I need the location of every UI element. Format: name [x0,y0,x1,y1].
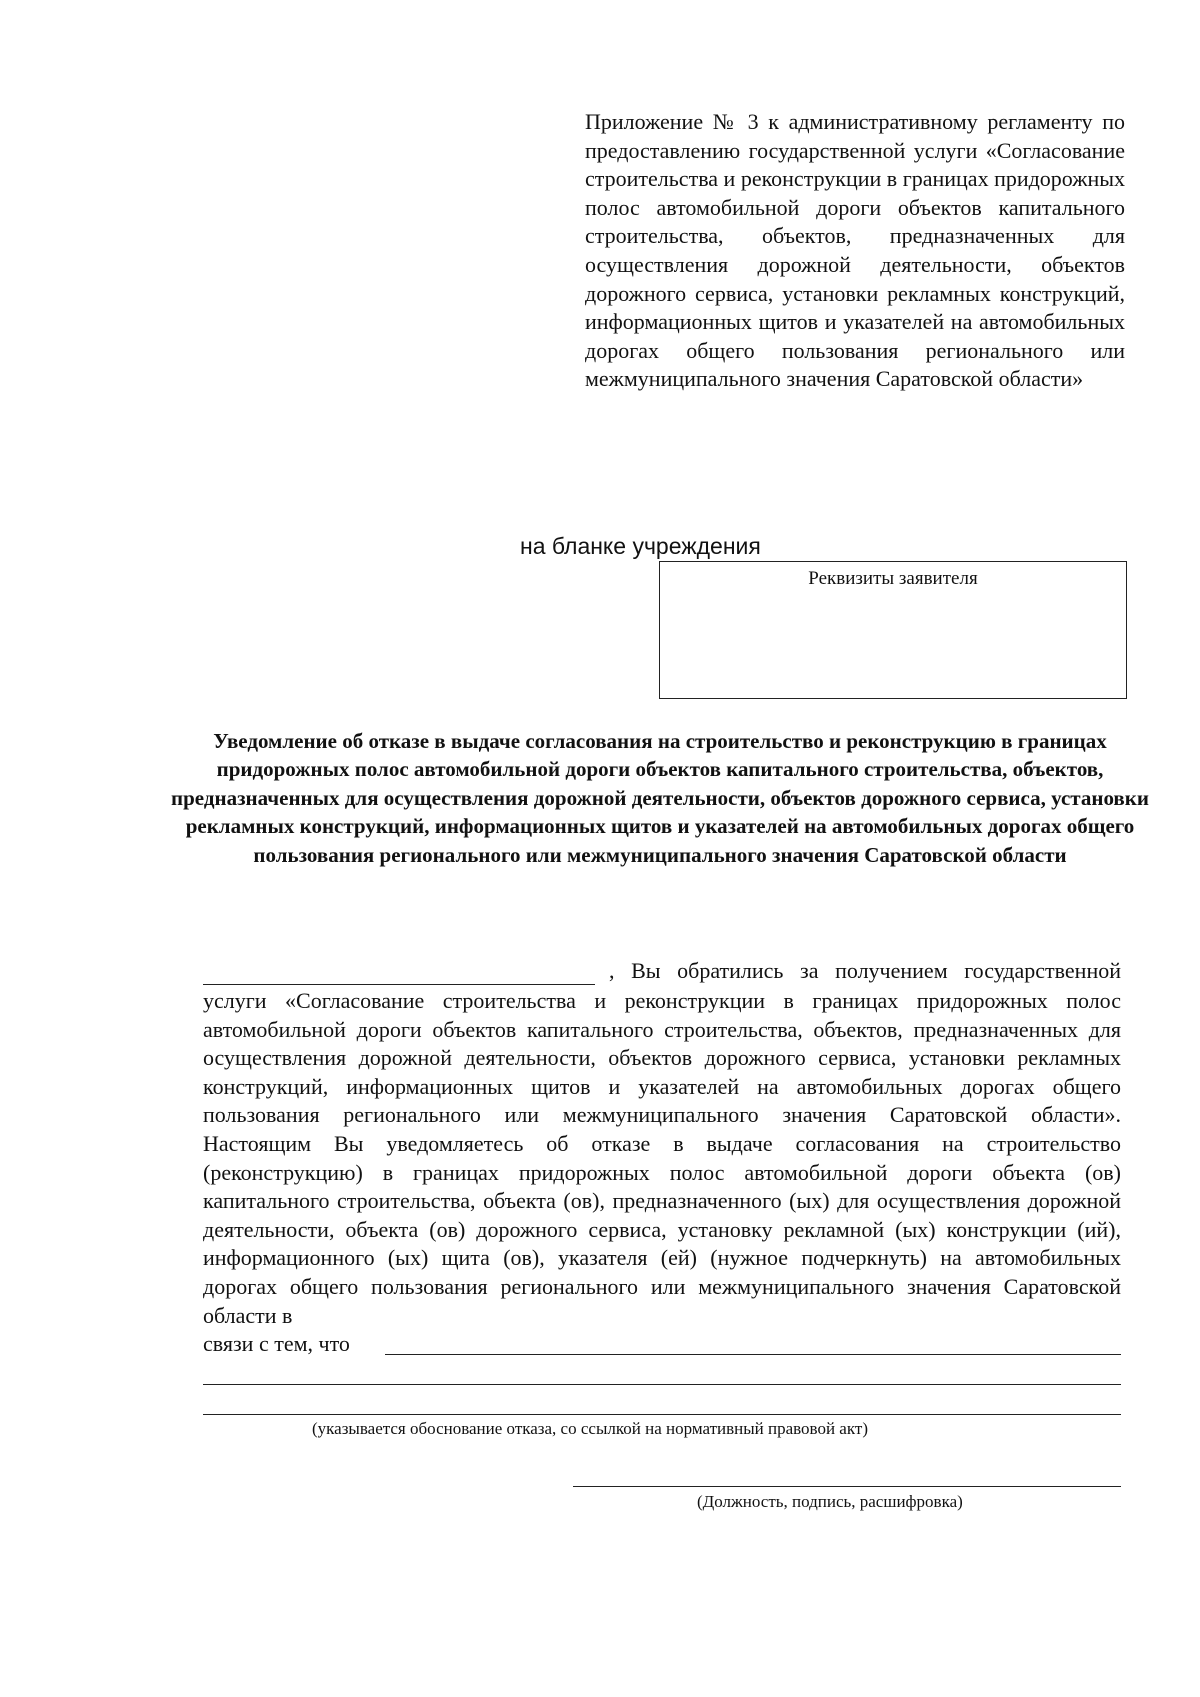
reason-blank-line-1 [385,1354,1121,1355]
letterhead-note: на бланке учреждения [520,533,761,559]
body-first-line [203,958,1121,988]
reason-caption: (указывается обоснование отказа, со ссылкой на нормативный правовой акт) [312,1419,868,1438]
signature-line [573,1486,1121,1487]
reason-blank-line-3 [203,1414,1121,1415]
body-first-line-text: , Вы обратились за получением государственной [609,958,1121,983]
appendix-header: Приложение № 3 к административному регламенту по предоставлению государственной услуги «Согласование строительства и реконструкции в границах придорожных полос автомобильной дороги объектов капитального строительства, объектов, предназначенных для осуществления дорожной деятельности, объектов дорожного сервиса, установки рекламных конструкций, информационных щитов и указателей на автомобильных дорогах общего пользования регионального или межмуниципального значения Саратовской области» [585,109,1126,392]
reason-blank-line-2 [203,1384,1121,1385]
applicant-details-title: Реквизиты заявителя [808,568,978,589]
signature-caption: (Должность, подпись, расшифровка) [697,1492,963,1511]
body-last-line: связи с тем, что [203,1331,350,1356]
body-paragraph: услуги «Согласование строительства и реконструкции в границах придорожных полос автомобильной дороги объектов капитального строительства, объектов, предназначенных для осуществления дорожной деятельности, объектов дорожного сервиса, установки рекламных конструкций, информационных щитов и указателей на автомобильных дорогах общего пользования регионального или межмуниципального значения Саратовской области». Настоящим Вы уведомляетесь об отказе в выдаче согласования на строительство (реконструкцию) в границах придорожных полос автомобильной дороги объекта (ов) капитального строительства, объекта (ов), предназначенного (ых) для осуществления дорожной деятельности, объекта (ов) дорожного сервиса, установку рекламной (ых) конструкции (ий), информационного (ых) щита (ов), указателя (ей) (нужное подчеркнуть) на автомобильных дорогах общего пользования регионального или межмуниципального значения Саратовской области в [203,988,1121,1328]
applicant-details-box [659,561,1127,699]
notice-title: Уведомление об отказе в выдаче согласования на строительство и реконструкцию в границах придорожных полос автомобильной дороги объектов капитального строительства, объектов, предназначенных для осуществления дорожной деятельности, объектов дорожного сервиса, установки рекламных конструкций, информационных щитов и указателей на автомобильных дорогах общего пользования регионального или межмуниципального значения Саратовской области [171,729,1149,867]
applicant-name-blank [203,984,595,985]
